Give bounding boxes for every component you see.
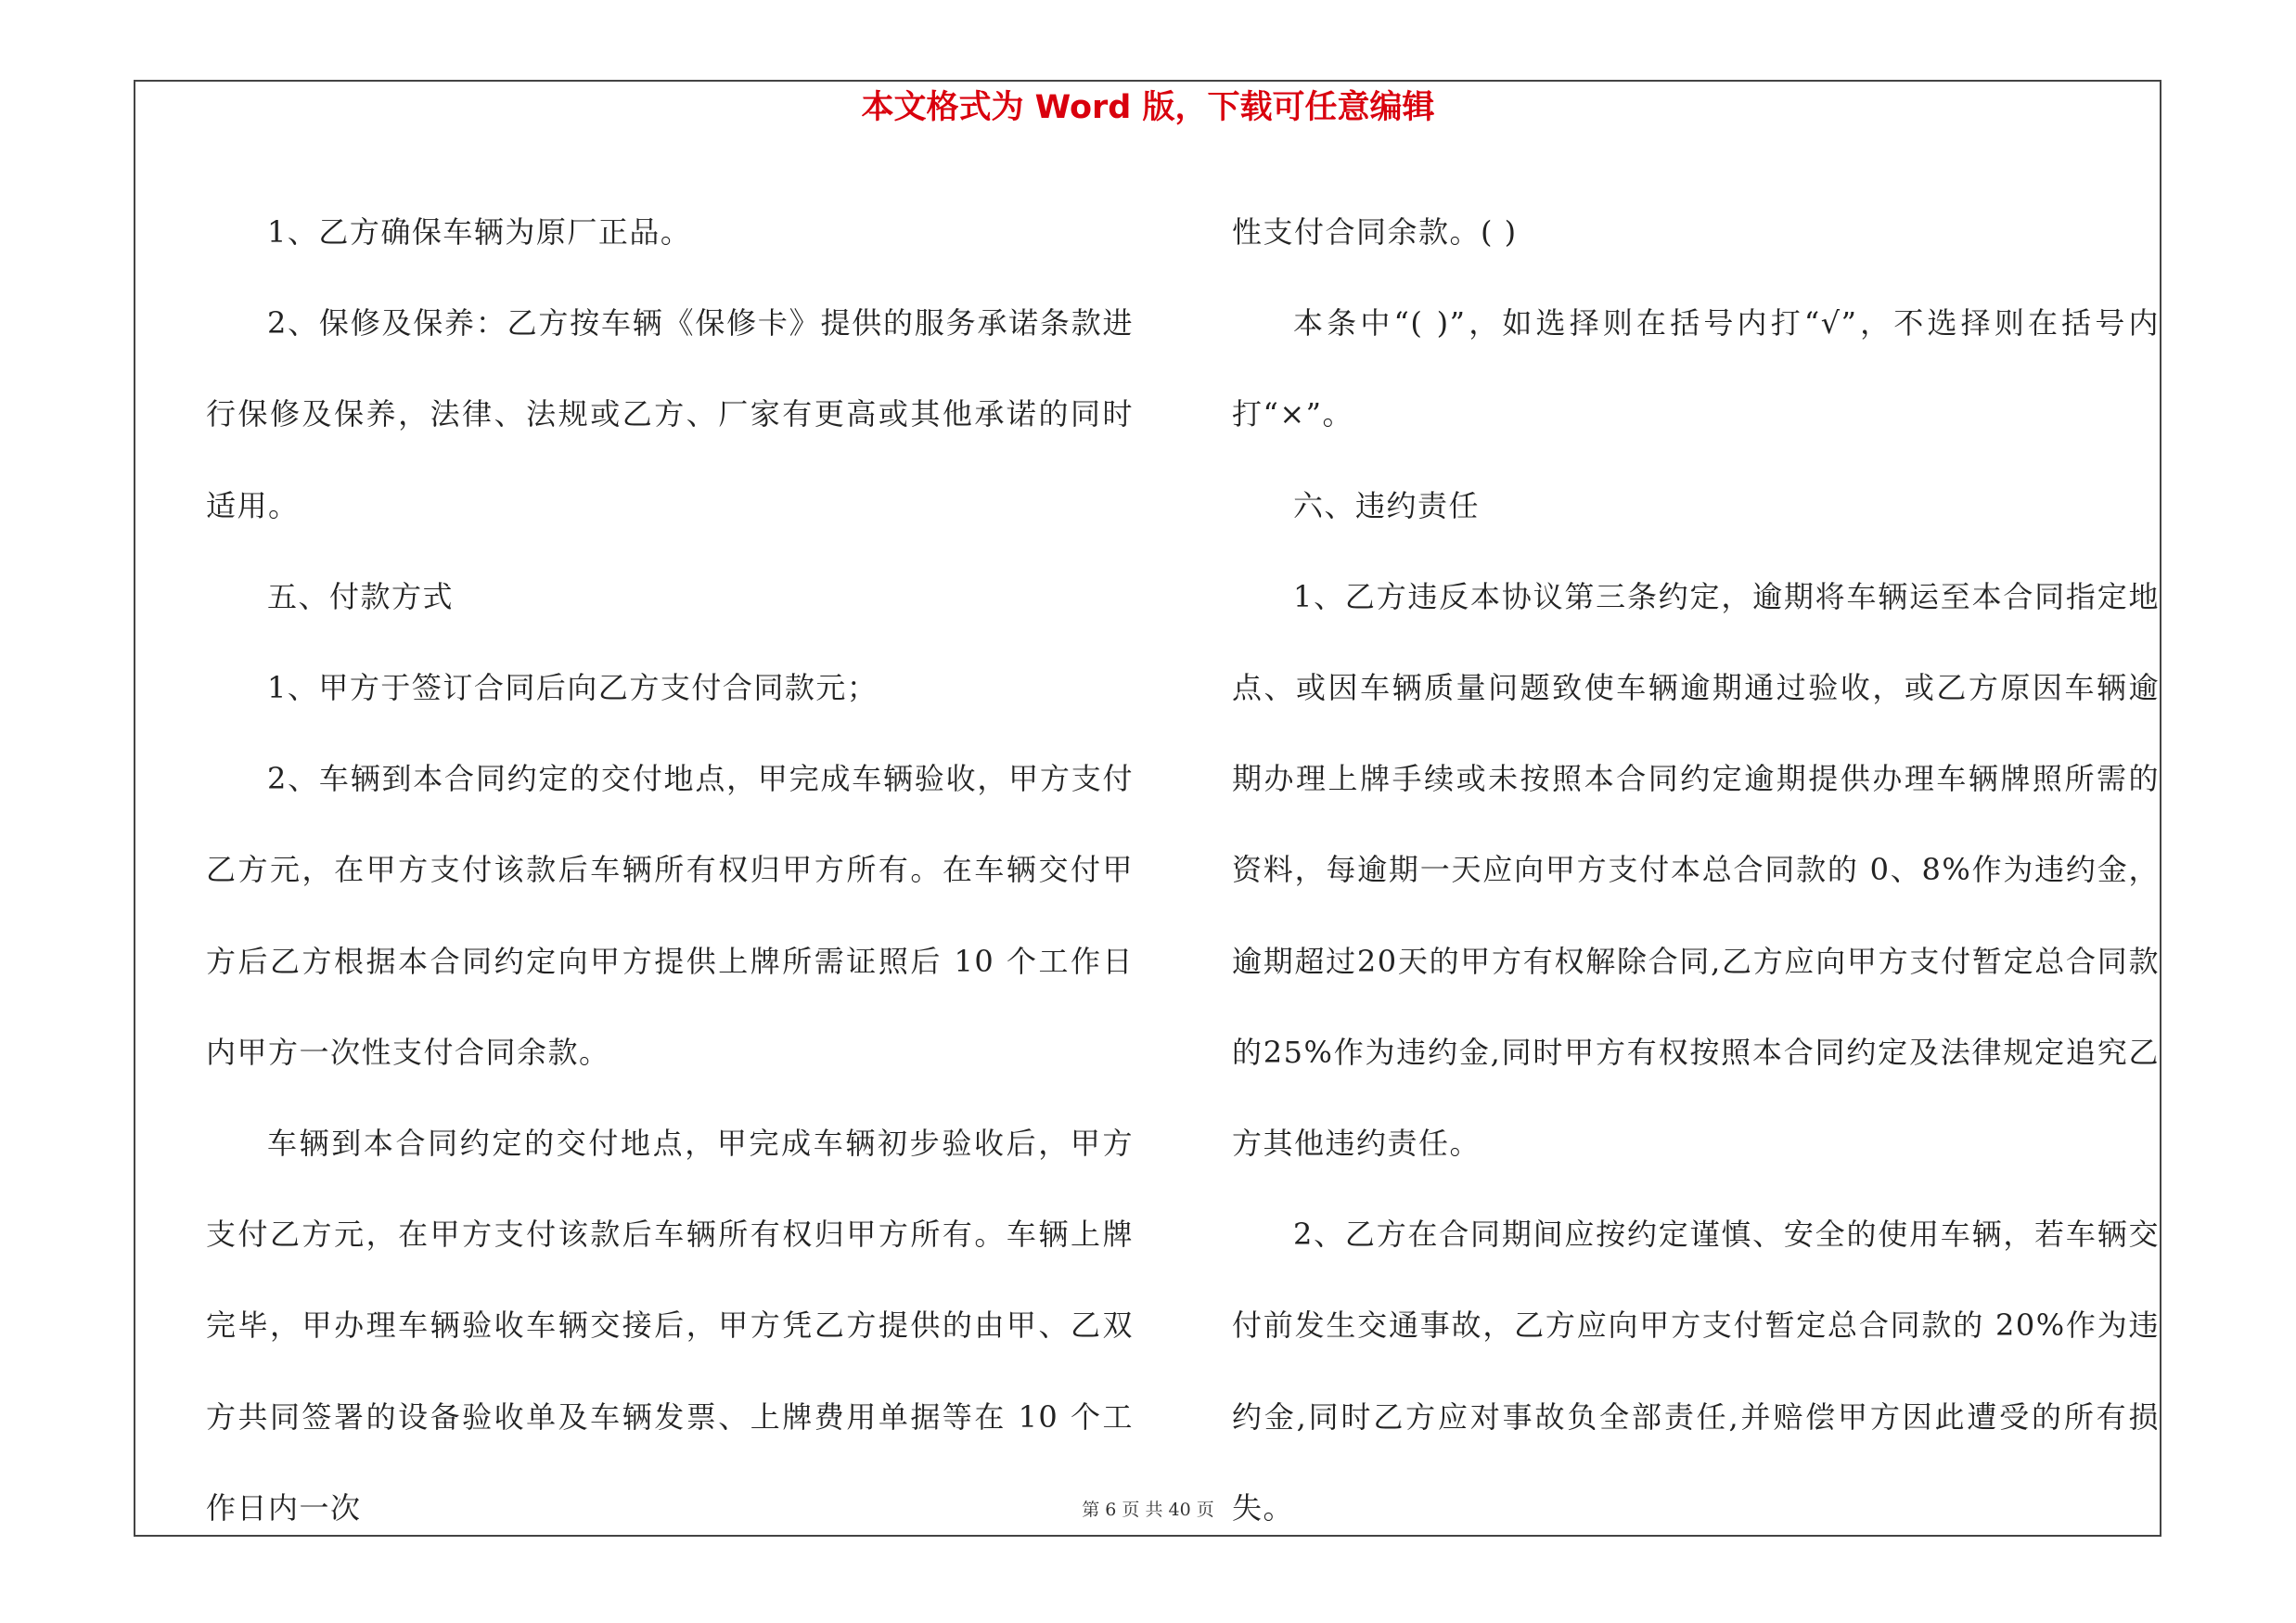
paragraph-right-5: 2、乙方在合同期间应按约定谨慎、安全的使用车辆，若车辆交付前发生交通事故，乙方应向甲方支付暂定总合同款的 20%作为违约金,同时乙方应对事故负全部责任,并赔偿甲方因此遭受的所有损失。 — [1232, 1217, 2160, 1526]
section-heading-payment: 五、付款方式 — [267, 578, 455, 614]
paragraph-left-1: 1、乙方确保车辆为原厂正品。 — [267, 214, 692, 250]
word-format-banner: 本文格式为 Word 版，下载可任意编辑 — [861, 89, 1435, 126]
paragraph-left-4: 1、甲方于签订合同后向乙方支付合同款元； — [267, 670, 879, 706]
paragraph-left-5: 2、车辆到本合同约定的交付地点，甲完成车辆验收，甲方支付乙方元，在甲方支付该款后车辆所有权归甲方所有。在车辆交付甲方后乙方根据本合同约定向甲方提供上牌所需证照后 10 个工作日内甲方一次性支付合同余款。 — [206, 761, 1134, 1070]
paragraph-right-4: 1、乙方违反本协议第三条约定，逾期将车辆运至本合同指定地点、或因车辆质量问题致使车辆逾期通过验收，或乙方原因车辆逾期办理上牌手续或未按照本合同约定逾期提供办理车辆牌照所需的资料，每逾期一天应向甲方支付本总合同款的 0、8%作为违约金，逾期超过20天的甲方有权解除合同,乙方应向甲方支付暂定总合同款的25%作为违约金,同时甲方有权按照本合同约定及法律规定追究乙方其他违约责任。 — [1232, 578, 2160, 1162]
paragraph-right-2: 本条中“( )”，如选择则在括号内打“√”，不选择则在括号内打“×”。 — [1232, 305, 2160, 432]
paragraph-left-2: 2、保修及保养：乙方按车辆《保修卡》提供的服务承诺条款进行保修及保养，法律、法规或乙方、厂家有更高或其他承诺的同时适用。 — [206, 305, 1134, 523]
page-number-footer: 第 6 页 共 40 页 — [1082, 1500, 1214, 1520]
paragraph-right-1: 性支付合同余款。( ) — [1232, 214, 1518, 250]
left-column — [206, 187, 1134, 1553]
right-column — [1232, 187, 2160, 1553]
section-heading-liability: 六、违约责任 — [1293, 487, 1481, 523]
paragraph-left-6: 车辆到本合同约定的交付地点，甲完成车辆初步验收后，甲方支付乙方元，在甲方支付该款后车辆所有权归甲方所有。车辆上牌完毕，甲办理车辆验收车辆交接后，甲方凭乙方提供的由甲、乙双方共同签署的设备验收单及车辆发票、上牌费用单据等在 10 个工作日内一次 — [206, 1126, 1134, 1526]
